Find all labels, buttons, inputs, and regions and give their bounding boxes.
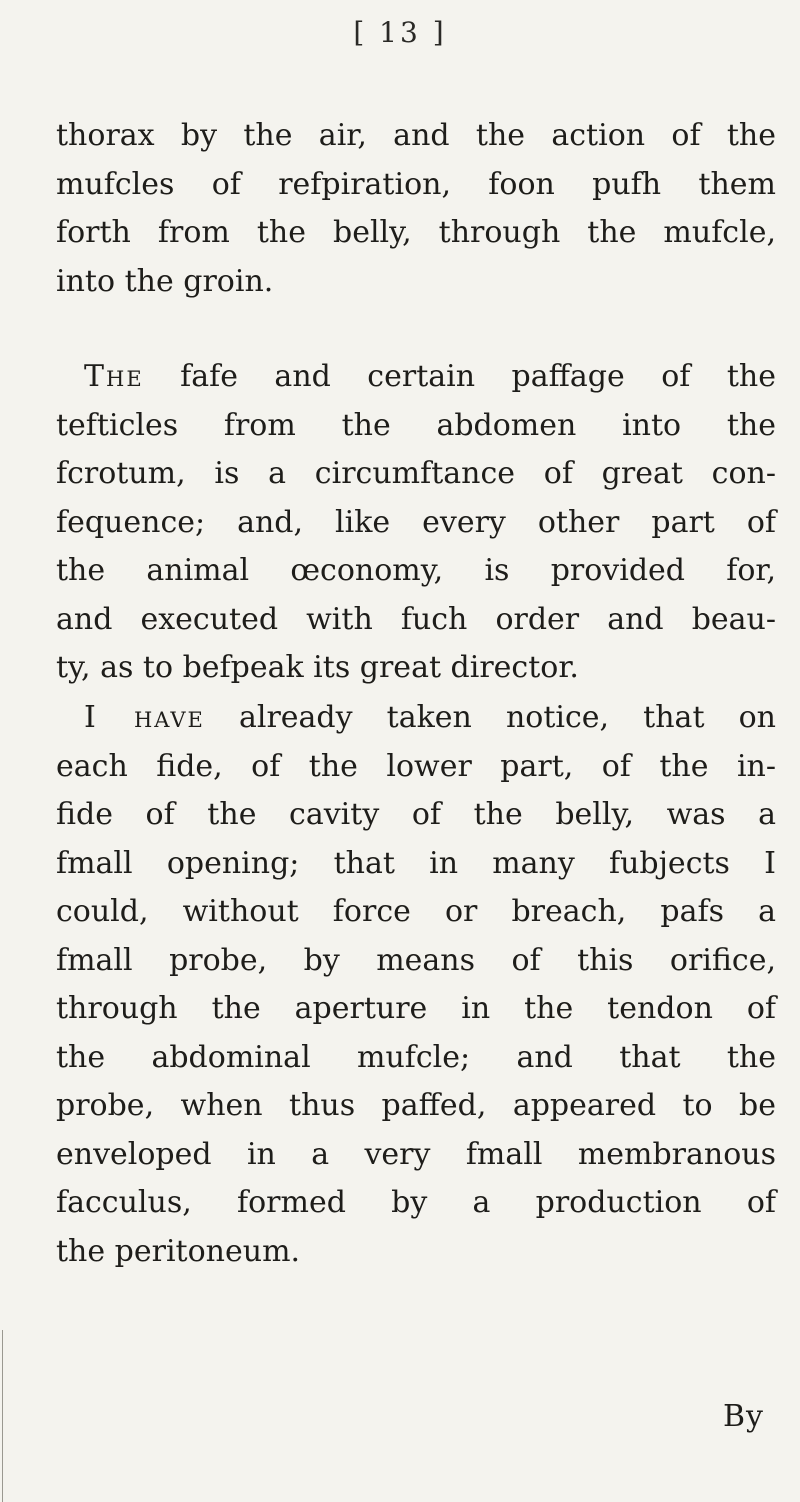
text-line: through the aperture in the tendon of: [56, 991, 776, 1026]
text-line: mufcles of refpiration, foon pufh them: [56, 166, 776, 202]
text-line: fmall probe, by means of this orifice,: [56, 942, 776, 978]
text-line: fequence; and, like every other part of: [56, 504, 776, 540]
text-line: ty, as to befpeak its great director.: [56, 650, 579, 685]
text-line: the abdominal mufcle; and that the: [56, 1039, 776, 1075]
text-line: and executed with fuch order and beau-: [56, 601, 776, 637]
opening-words: I have: [84, 700, 205, 735]
page-edge-shadow: [2, 1330, 3, 1502]
text-line-rest: already taken notice, that on: [204, 700, 776, 735]
text-line: fmall opening; that in many fubjects I: [56, 845, 776, 881]
opening-words: The: [84, 359, 144, 394]
text-line: thorax by the air, and the action of the: [56, 118, 776, 153]
text-line: fcrotum, is a circumftance of great con-: [56, 456, 776, 491]
text-line: facculus, formed by a production of: [56, 1185, 776, 1220]
text-line: the animal œconomy, is provided for,: [56, 553, 776, 588]
text-line: forth from the belly, through the mufcle,: [56, 215, 776, 250]
text-line: into the groin.: [56, 263, 274, 299]
catchword: By: [723, 1399, 764, 1434]
text-line: fide of the cavity of the belly, was a: [56, 797, 776, 832]
text-line: enveloped in a very fmall membranous: [56, 1136, 776, 1172]
paragraph-3: [56, 694, 776, 1276]
text-line: could, without force or breach, pafs a: [56, 894, 776, 929]
paragraph-1: [56, 112, 776, 306]
paragraph-2: [56, 353, 776, 693]
text-line: each fide, of the lower part, of the in-: [56, 748, 776, 784]
text-line-rest: fafe and certain paffage of the: [143, 359, 776, 394]
text-line: tefticles from the abdomen into the: [56, 407, 776, 443]
page-number: [ 13 ]: [353, 16, 447, 49]
text-line: the peritoneum.: [56, 1233, 301, 1269]
text-line: [56, 694, 776, 743]
text-line: probe, when thus paffed, appeared to be: [56, 1088, 776, 1123]
text-line: [56, 353, 776, 402]
